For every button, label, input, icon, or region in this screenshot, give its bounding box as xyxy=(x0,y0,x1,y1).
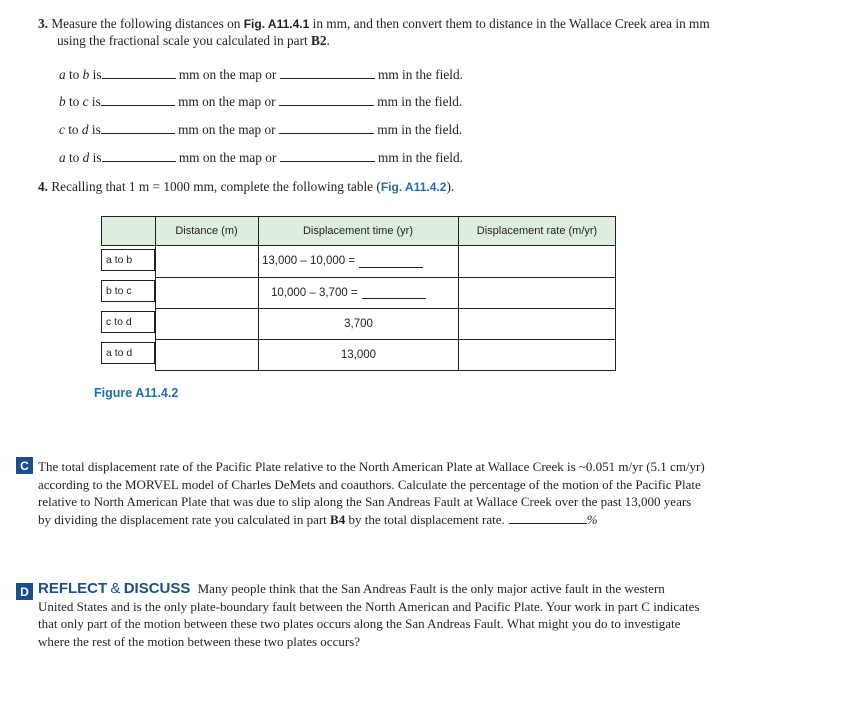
measurement-row xyxy=(59,94,462,110)
reflect-heading: REFLECT xyxy=(38,580,108,597)
q4-number: 4. xyxy=(38,179,48,194)
percentage-blank[interactable] xyxy=(509,513,587,524)
part-c-line-4 xyxy=(38,511,838,529)
q3-text xyxy=(38,15,828,33)
time-cell xyxy=(259,246,461,276)
field-distance-blank[interactable] xyxy=(280,68,375,79)
map-text: mm on the map or xyxy=(178,67,277,82)
q3-line1-b: in mm, and then convert them to distance in the Wallace Creek area in mm xyxy=(312,16,710,31)
to-word: to xyxy=(68,67,80,82)
discuss-heading: DISCUSS xyxy=(123,580,191,597)
map-distance-blank[interactable] xyxy=(101,123,175,134)
q4-text-a: Recalling that 1 m xyxy=(51,179,150,194)
q4-text-b: 1000 mm, complete the following table ( xyxy=(163,179,381,194)
is-word: is xyxy=(92,150,102,165)
part-c-line: The total displacement rate of the Pacific Plate relative to the North American Plate at Wallace Creek is ~0.051 m/yr (5.1 cm/yr) xyxy=(38,459,705,474)
to-word: to xyxy=(68,150,80,165)
part-c-line4-b: by the total displacement rate. xyxy=(348,511,505,527)
row-label-a-to-d: a to d xyxy=(101,342,155,364)
q3-line1-a: Measure the following distances on xyxy=(51,16,241,31)
measurement-row xyxy=(59,122,462,138)
to-word: to xyxy=(68,122,79,137)
map-text: mm on the map or xyxy=(178,150,277,165)
part-d-line-1 xyxy=(38,580,838,598)
distance-cell[interactable] xyxy=(156,309,257,338)
rate-cell[interactable] xyxy=(459,340,615,369)
q4-equals: = xyxy=(152,179,160,194)
distance-cell[interactable] xyxy=(156,278,257,307)
header-displacement-rate: Displacement rate (m/yr) xyxy=(476,224,598,237)
part-c-line: according to the MORVEL model of Charles DeMets and coauthors. Calculate the percentage of the motion of the Pacific Plate xyxy=(38,476,701,492)
distance-cell[interactable] xyxy=(156,246,257,276)
to-word: to xyxy=(68,94,80,109)
q3-line2-a: using the fractional scale you calculated in part xyxy=(57,33,308,48)
part-d-text xyxy=(38,580,838,650)
q4-text xyxy=(38,178,828,196)
table-line xyxy=(155,370,616,371)
time-cell: 3,700 xyxy=(344,317,373,330)
point-from: c xyxy=(59,122,65,137)
field-distance-blank[interactable] xyxy=(279,123,374,134)
reflect-amp: & xyxy=(110,580,121,597)
rate-cell[interactable] xyxy=(459,246,615,276)
rate-cell[interactable] xyxy=(459,278,615,307)
is-word: is xyxy=(91,94,101,109)
point-from: a xyxy=(59,150,66,165)
point-from: a xyxy=(59,67,66,82)
part-d-line1: Many people think that the San Andreas Fault is the only major active fault in the western xyxy=(197,581,665,596)
q3-line2-end: . xyxy=(326,33,330,48)
q3-fig-ref: Fig. A11.4.1 xyxy=(243,17,310,31)
time-answer-blank[interactable] xyxy=(362,286,426,299)
row-label-a-to-b: a to b xyxy=(101,249,155,271)
time-expression: 13,000 – 10,000 = xyxy=(262,255,356,267)
field-text: mm in the field. xyxy=(377,94,463,109)
point-to: b xyxy=(82,67,90,82)
point-to: c xyxy=(82,94,89,109)
table-line xyxy=(101,216,102,246)
table-line xyxy=(101,216,616,217)
point-from: b xyxy=(59,94,66,109)
measurement-row xyxy=(59,67,463,83)
header-displacement-time: Displacement time (yr) xyxy=(302,224,414,237)
part-d-line: that only part of the motion between these two plates occurs along the San Andreas Fault. What might you do to investigate xyxy=(38,616,681,631)
time-answer-blank[interactable] xyxy=(359,255,423,268)
map-distance-blank[interactable] xyxy=(102,151,176,162)
is-word: is xyxy=(91,122,101,137)
field-distance-blank[interactable] xyxy=(279,95,374,106)
rate-cell[interactable] xyxy=(459,309,615,338)
map-text: mm on the map or xyxy=(178,94,276,109)
part-d-badge: D xyxy=(16,583,33,600)
row-label-b-to-c: b to c xyxy=(101,280,155,302)
part-d-line: where the rest of the motion between these two plates occurs? xyxy=(38,633,360,649)
time-expression: 10,000 – 3,700 = xyxy=(271,286,358,299)
field-distance-blank[interactable] xyxy=(280,151,375,162)
part-d-line: United States and is the only plate-boundary fault between the North American and Pacific Plate. Your work in part C indicates xyxy=(38,598,700,614)
map-text: mm on the map or xyxy=(178,122,276,137)
part-c-part-ref: B4 xyxy=(330,511,346,527)
q3-line2 xyxy=(57,32,837,49)
time-cell: 13,000 xyxy=(340,348,377,361)
map-distance-blank[interactable] xyxy=(102,68,176,79)
q4-text-end: ). xyxy=(446,179,455,194)
measurement-row xyxy=(59,150,463,166)
is-word: is xyxy=(92,67,102,82)
part-c-line: relative to North American Plate that was due to slip along the San Andreas Fault at Wallace Creek over the past 13,000 years xyxy=(38,494,692,509)
field-text: mm in the field. xyxy=(377,122,463,137)
percent-sign: % xyxy=(586,511,598,527)
displacement-table xyxy=(101,216,616,371)
header-distance: Distance (m) xyxy=(175,224,238,237)
point-to: d xyxy=(82,150,90,165)
part-c-line4-a: by dividing the displacement rate you calculated in part xyxy=(38,511,327,527)
field-text: mm in the field. xyxy=(378,67,463,82)
field-text: mm in the field. xyxy=(378,150,463,165)
figure-caption: Figure A11.4.2 xyxy=(94,386,179,400)
q3-part-ref: B2 xyxy=(311,33,327,48)
part-c-text xyxy=(38,458,838,528)
row-label-c-to-d: c to d xyxy=(101,311,155,333)
distance-cell[interactable] xyxy=(156,340,257,369)
part-c-badge: C xyxy=(16,457,33,474)
table-line xyxy=(615,216,616,371)
q3-number: 3. xyxy=(38,16,48,31)
q4-fig-ref: Fig. A11.4.2 xyxy=(380,180,447,194)
time-cell xyxy=(259,278,470,307)
map-distance-blank[interactable] xyxy=(101,95,175,106)
point-to: d xyxy=(81,122,89,137)
table-header-corner xyxy=(101,216,155,245)
